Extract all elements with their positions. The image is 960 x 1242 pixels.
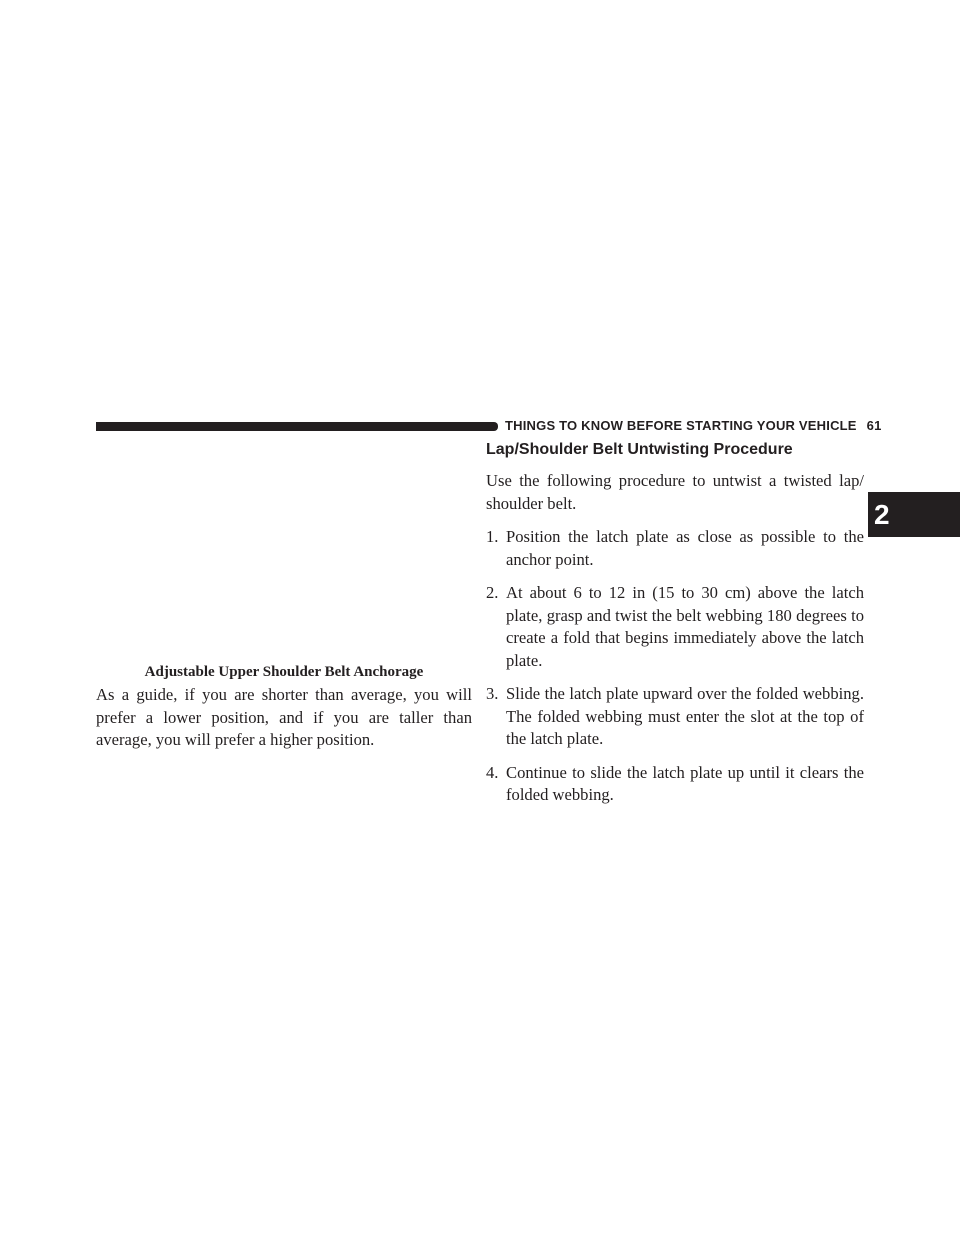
step-text: At about 6 to 12 in (15 to 30 cm) above the latch plate, grasp and twist the belt webbing 180 degrees to create a fold that begins immediately above the latch plate. bbox=[506, 583, 864, 670]
step-text: Slide the latch plate upward over the folded webbing. The folded webbing must enter the slot at the top of the latch plate. bbox=[506, 684, 864, 748]
header-title: THINGS TO KNOW BEFORE STARTING YOUR VEHICLE bbox=[505, 418, 857, 433]
procedure-step bbox=[486, 526, 864, 571]
figure-caption: Adjustable Upper Shoulder Belt Anchorage bbox=[144, 664, 424, 680]
step-number: 1. bbox=[486, 527, 499, 546]
procedure-step bbox=[486, 582, 864, 672]
right-column bbox=[486, 441, 864, 818]
procedure-steps bbox=[486, 526, 864, 807]
header-rule bbox=[96, 422, 498, 431]
intro-paragraph: Use the following procedure to untwist a twisted lap/ shoulder belt. bbox=[486, 471, 864, 513]
step-number: 3. bbox=[486, 684, 499, 703]
left-paragraph: As a guide, if you are shorter than average, you will prefer a lower position, and if you are taller than average, you will prefer a higher position. bbox=[96, 685, 472, 749]
step-text: Position the latch plate as close as possible to the anchor point. bbox=[506, 527, 864, 569]
procedure-step bbox=[486, 762, 864, 807]
figure-placeholder bbox=[96, 445, 466, 660]
running-header bbox=[505, 418, 882, 433]
page-number: 61 bbox=[866, 418, 882, 433]
section-title: Lap/Shoulder Belt Untwisting Procedure bbox=[486, 441, 793, 458]
step-number: 2. bbox=[486, 583, 499, 602]
procedure-step bbox=[486, 683, 864, 751]
chapter-tab: 2 bbox=[868, 492, 960, 537]
step-text: Continue to slide the latch plate up until it clears the folded webbing. bbox=[506, 762, 864, 804]
step-number: 4. bbox=[486, 762, 499, 782]
